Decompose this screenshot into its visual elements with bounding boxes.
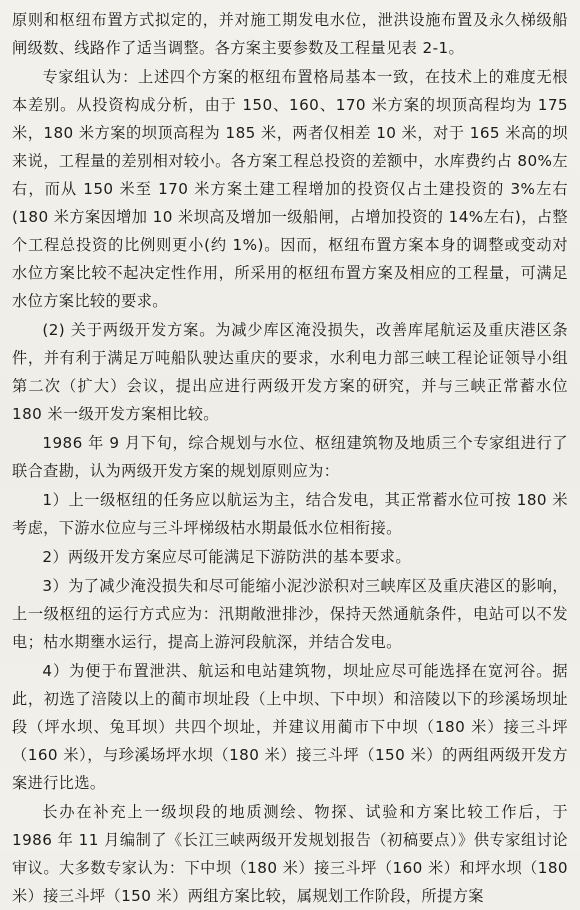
paragraph-continued-intro: 原则和枢纽布置方式拟定的，并对施工期发电水位，泄洪设施布置及永久梯级船闸级数、线路作了适当调整。各方案主要参数及工程量见表 2-1。 bbox=[12, 11, 568, 57]
paragraph-principle-1: 1）上一级枢纽的任务应以航运为主，结合发电，其正常蓄水位可按 180 米考虑，下游水位应与三斗坪梯级枯水期最低水位相衔接。 bbox=[12, 491, 568, 537]
paragraph-expert-opinion: 专家组认为：上述四个方案的枢纽布置格局基本一致，在技术上的难度无根本差别。从投资构成分析，由于 150、160、170 米方案的坝顶高程均为 175 米，180 米方案的坝顶高程为 185 米，两者仅相差 10 米，对于 165 米高的坝来说，工程量的差别相对较小。各方案工程总投资的差额中，水库费约占 80%左右，而从 150 米至 170 米方案土建工程增加的投资仅占土建投资的 3%左右(180 米方案因增加 10 米坝高及增加一级船闸，占增加投资的 14%左右)，占整个工程总投资的比例则更小(约 1%)。因而，枢纽布置方案本身的调整或变动对水位方案比较不起决定性作用，所采用的枢纽布置方案及相应的工程量，可满足水位方案比较的要求。 bbox=[12, 68, 568, 310]
paragraph-changban-report: 长办在补充上一级坝段的地质测绘、物探、试验和方案比较工作后，于 1986 年 11 月编制了《长江三峡两级开发规划报告（初稿要点）》供专家组讨论审议。大多数专家认为：下中坝（180 米）接三斗坪（160 米）和坪水坝（180 米）接三斗坪（150 米）两组方案比较，属规划工作阶段，所提方案 bbox=[12, 803, 568, 905]
paragraph-principle-4: 4）为便于布置泄洪、航运和电站建筑物，坝址应尽可能选择在宽河谷。据此，初选了涪陵以上的蔺市坝址段（上中坝、下中坝）和涪陵以下的珍溪场坝址段（坪水坝、兔耳坝）共四个坝址，并建议用蔺市下中坝（180 米）接三斗坪（160 米），与珍溪场坪水坝（180 米）接三斗坪（150 米）的两组两级开发方案进行比选。 bbox=[12, 662, 568, 792]
paragraph-principle-2: 2）两级开发方案应尽可能满足下游防洪的基本要求。 bbox=[42, 548, 411, 566]
paragraph-joint-survey: 1986 年 9 月下旬，综合规划与水位、枢纽建筑物及地质三个专家组进行了联合查勘，认为两级开发方案的规划原则应为： bbox=[12, 434, 568, 480]
paragraph-two-stage-plan: (2) 关于两级开发方案。为减少库区淹没损失，改善库尾航运及重庆港区条件，并有利于满足万吨船队驶达重庆的要求，水利电力部三峡工程论证领导小组第二次（扩大）会议，提出应进行两级开发方案的研究，并与三峡正常蓄水位 180 米一级开发方案相比较。 bbox=[12, 321, 568, 423]
paragraph-principle-3: 3）为了减少淹没损失和尽可能缩小泥沙淤积对三峡库区及重庆港区的影响，上一级枢纽的运行方式应为：汛期敞泄排沙，保持天然通航条件，电站可以不发电；枯水期壅水运行，提高上游河段航深，并结合发电。 bbox=[12, 577, 568, 651]
